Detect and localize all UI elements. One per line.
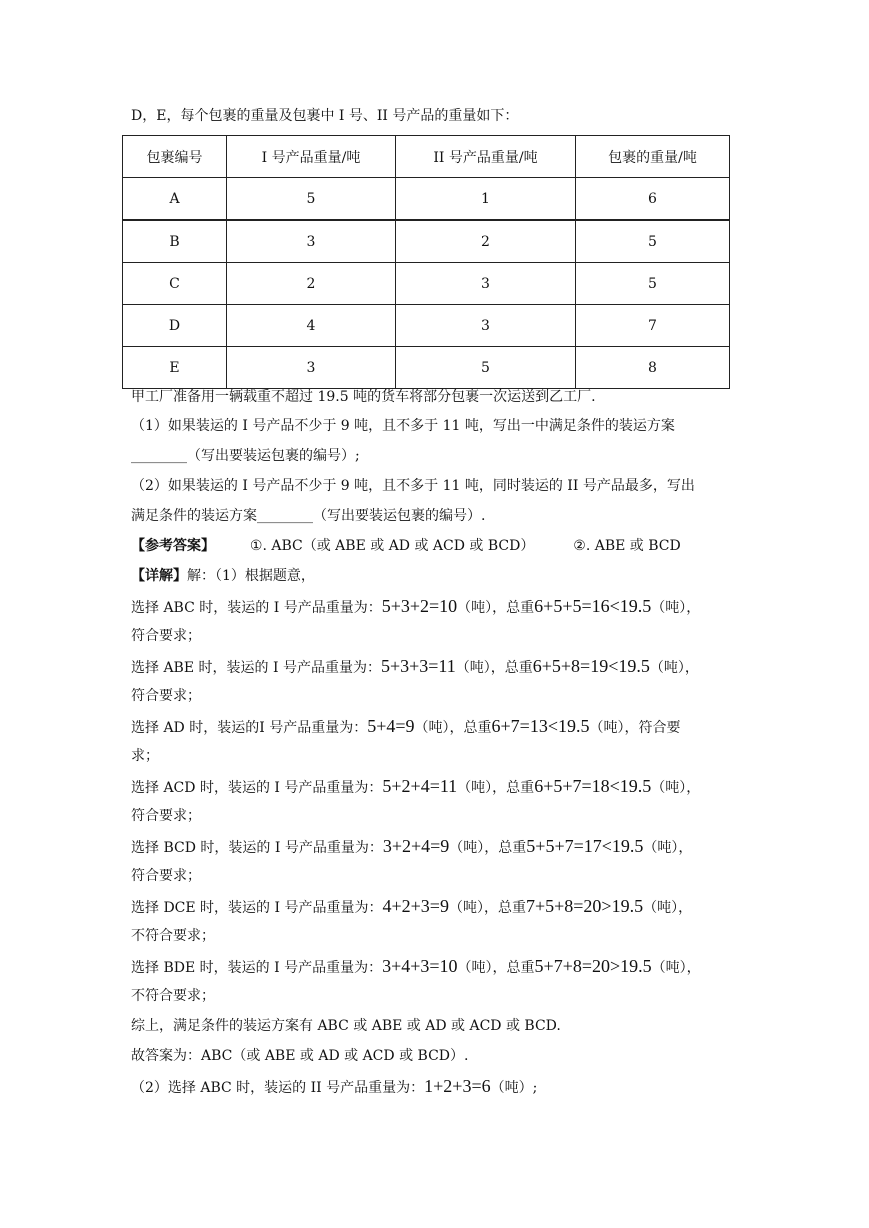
- table-cell: 5: [396, 347, 576, 389]
- table-row: [123, 305, 730, 347]
- table-header-row: [123, 136, 730, 178]
- question-2: （2）如果装运的 I 号产品不少于 9 吨，且不多于 11 吨，同时装运的 II 号产品最多，写出: [131, 478, 695, 494]
- table-header-cell: I 号产品重量/吨: [227, 136, 396, 178]
- question-1: （1）如果装运的 I 号产品不少于 9 吨，且不多于 11 吨，写出一中满足条件的装运方案: [131, 418, 675, 434]
- table-header-cell: 包裹的重量/吨: [576, 136, 730, 178]
- intro-line: D，E，每个包裹的重量及包裹中 I 号、II 号产品的重量如下：: [131, 108, 519, 124]
- case-math: 3+2+4=9: [382, 836, 450, 856]
- case-abc-result: 符合要求；: [131, 628, 201, 644]
- table-cell: 5: [576, 220, 730, 263]
- case-math: 4+2+3=9: [382, 896, 449, 916]
- table-cell: D: [123, 305, 227, 347]
- case-text: 选择 DCE 时，装运的 I 号产品重量为：: [131, 900, 383, 916]
- question-2-cont: 满足条件的装运方案________（写出要装运包裹的编号）.: [131, 508, 486, 524]
- case-math: 5+4=9: [367, 716, 415, 736]
- detail-label: 【详解】: [131, 568, 187, 584]
- case-text: （2）选择 ABC 时，装运的 II 号产品重量为：: [131, 1080, 425, 1096]
- detail-text: 解：（1）根据题意，: [187, 568, 315, 584]
- case-dce-result: 不符合要求；: [131, 928, 215, 944]
- table-cell: 5: [227, 178, 396, 221]
- case-bde-result: 不符合要求；: [131, 988, 215, 1004]
- case-text: （吨），总重: [457, 960, 535, 976]
- case-text: （吨），: [651, 600, 701, 616]
- table-cell: 3: [396, 263, 576, 305]
- table-cell: 3: [227, 347, 396, 389]
- table-cell: B: [123, 220, 227, 263]
- case-text: （吨），: [649, 660, 699, 676]
- case-text: （吨），总重: [414, 720, 492, 736]
- case-text: 选择 ACD 时，装运的 I 号产品重量为：: [131, 780, 383, 796]
- table-row: [123, 220, 730, 263]
- case-text: 选择 AD 时，装运的I 号产品重量为：: [131, 720, 368, 736]
- case-math: 6+7=13<19.5: [491, 716, 590, 736]
- answer-label: 【参考答案】: [131, 538, 215, 554]
- table-row: [123, 347, 730, 389]
- case-math: 3+4+3=10: [382, 956, 458, 976]
- case-text: （吨），总重: [457, 600, 535, 616]
- case-acd: [131, 776, 700, 798]
- table-cell: 3: [396, 305, 576, 347]
- table-cell: A: [123, 178, 227, 221]
- table-cell: 1: [396, 178, 576, 221]
- table-header-cell: 包裹编号: [123, 136, 227, 178]
- table-cell: 2: [227, 263, 396, 305]
- case-math: 5+3+3=11: [380, 656, 456, 676]
- case-bcd: [131, 836, 692, 858]
- case-text: （吨），符合要: [589, 720, 681, 736]
- question-1-blank: ________（写出要装运包裹的编号）;: [131, 448, 360, 464]
- answer-line: [131, 536, 681, 556]
- case-ad-result: 求；: [131, 748, 159, 764]
- case-bde: [131, 956, 701, 978]
- table-row: [123, 263, 730, 305]
- case-text: 选择 ABE 时，装运的 I 号产品重量为：: [131, 660, 381, 676]
- case-text: （吨），: [651, 780, 701, 796]
- case-math: 1+2+3=6: [424, 1076, 491, 1096]
- text-line: 甲工厂准备用一辆载重不超过 19.5 吨的货车将部分包裹一次运送到乙工厂.: [131, 389, 596, 405]
- case-math: 6+5+7=18<19.5: [534, 776, 652, 796]
- table-cell: 4: [227, 305, 396, 347]
- table-cell: 6: [576, 178, 730, 221]
- case-text: 选择 BCD 时，装运的 I 号产品重量为：: [131, 840, 383, 856]
- case-abe-result: 符合要求；: [131, 688, 201, 704]
- case-text: （吨），: [651, 960, 701, 976]
- case-math: 6+5+8=19<19.5: [532, 656, 650, 676]
- case-math: 5+5+7=17<19.5: [526, 836, 644, 856]
- table-cell: 8: [576, 347, 730, 389]
- case-dce: [131, 896, 692, 918]
- table-cell: E: [123, 347, 227, 389]
- table-cell: C: [123, 263, 227, 305]
- table-cell: 3: [227, 220, 396, 263]
- package-table: [122, 135, 730, 389]
- case-math: 5+2+4=11: [382, 776, 458, 796]
- detail-line: [131, 566, 315, 586]
- table-cell: 2: [396, 220, 576, 263]
- table-header-cell: II 号产品重量/吨: [396, 136, 576, 178]
- case-abe: [131, 656, 699, 678]
- case-abc: [131, 596, 700, 618]
- case-text: （吨），总重: [455, 660, 533, 676]
- part2-line: [131, 1076, 537, 1098]
- case-math: 5+7+8=20>19.5: [534, 956, 652, 976]
- case-text: 选择 BDE 时，装运的 I 号产品重量为：: [131, 960, 383, 976]
- case-math: 5+3+2=10: [381, 596, 458, 616]
- case-text: （吨），总重: [449, 840, 527, 856]
- case-text: （吨），总重: [448, 900, 526, 916]
- case-math: 6+5+5=16<19.5: [534, 596, 652, 616]
- case-text: （吨），总重: [457, 780, 535, 796]
- case-text: （吨）;: [490, 1080, 538, 1096]
- case-bcd-result: 符合要求；: [131, 868, 201, 884]
- table-row: [123, 178, 730, 221]
- summary-line: 综上，满足条件的装运方案有 ABC 或 ABE 或 AD 或 ACD 或 BCD.: [131, 1018, 561, 1034]
- case-math: 7+5+8=20>19.5: [525, 896, 644, 916]
- answer-2: ②. ABE 或 BCD: [573, 538, 681, 554]
- answer-1: ①. ABC（或 ABE 或 AD 或 ACD 或 BCD）: [249, 538, 535, 554]
- final-answer-line: 故答案为：ABC（或 ABE 或 AD 或 ACD 或 BCD）.: [131, 1048, 469, 1064]
- table-cell: 7: [576, 305, 730, 347]
- case-text: （吨），: [643, 840, 693, 856]
- table-cell: 5: [576, 263, 730, 305]
- case-acd-result: 符合要求；: [131, 808, 201, 824]
- case-text: （吨），: [643, 900, 693, 916]
- case-ad: [131, 716, 681, 738]
- case-text: 选择 ABC 时，装运的 I 号产品重量为：: [131, 600, 382, 616]
